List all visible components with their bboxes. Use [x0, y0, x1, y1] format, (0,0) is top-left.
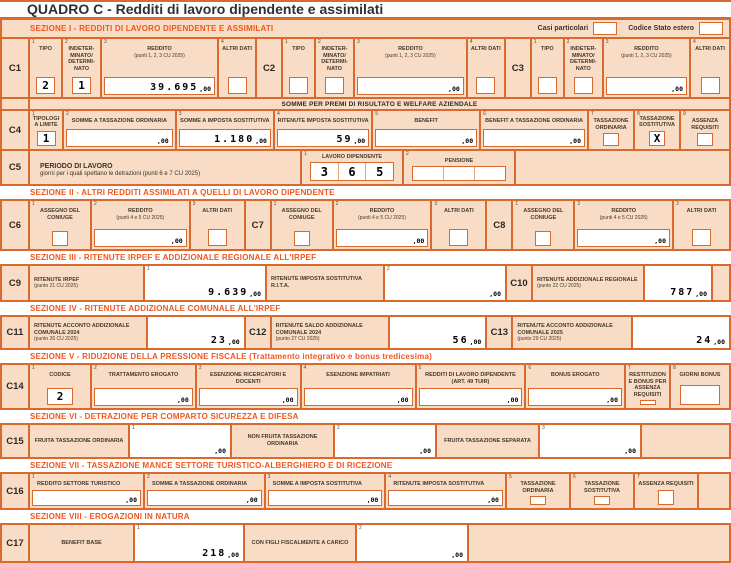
c7-altri-dati-input[interactable] — [449, 229, 468, 246]
c14-esenzione-ricercatori-input[interactable]: ,00 — [199, 388, 298, 406]
codice-stato-estero-label: Codice Stato estero — [628, 25, 694, 32]
c2-indeterminato-cell: 2 INDETER-MINATO/ DETERMI-NATO — [316, 39, 355, 97]
c3-tipo-input[interactable] — [538, 77, 557, 94]
c4-somme-ordinaria-cell: 2 SOMME A TASSAZIONE ORDINARIA ,00 — [64, 111, 177, 149]
c6-altri-dati-input[interactable] — [208, 229, 227, 246]
c3-reddito-cell: 3 REDDITO (punti 1, 2, 3 CU 2025) ,00 — [604, 39, 691, 97]
c1-altri-dati-cell: 4 ALTRI DATI — [219, 39, 257, 97]
c15-non-fruita-label-cell: NON FRUITA TASSAZIONE ORDINARIA — [232, 425, 335, 457]
somme-premi-band — [0, 97, 731, 111]
row-c5 — [0, 149, 731, 186]
c15-non-fruita-input[interactable]: 2 ,00 — [335, 425, 437, 457]
c7-reddito-input[interactable]: ,00 — [336, 229, 429, 247]
c2-altri-dati-input[interactable] — [476, 77, 495, 94]
c14-giorni-bonus-input[interactable] — [680, 385, 720, 405]
c14-codice-input[interactable]: 2 — [47, 388, 73, 405]
c17-benefit-base-label-cell: BENEFIT BASE — [30, 525, 135, 561]
c16-somme-sostitutiva-input[interactable]: ,00 — [268, 490, 383, 506]
sezione4-heading: SEZIONE IV - RITENUTE ADDIZIONALE COMUNALE ALL'IRPEF — [0, 302, 731, 315]
row-c15 — [0, 423, 731, 459]
row-id-c5: C5 — [2, 151, 30, 184]
c16-assenza-requisiti-cell: 7 ASSENZA REQUISITI — [635, 474, 699, 508]
c14-esenzione-impatriati-input[interactable]: ,00 — [304, 388, 413, 406]
row-id-c4: C4 — [2, 111, 30, 149]
c16-tassazione-sostitutiva-cell: 6 TASSAZIONE SOSTITUTIVA — [571, 474, 635, 508]
c4-tassazione-sostitutiva-cell: 8 TASSAZIONE SOSTITUTIVA X — [635, 111, 681, 149]
c16-somme-ordinaria-cell: 2 SOMME A TASSAZIONE ORDINARIA ,00 — [145, 474, 266, 508]
casi-particolari-input[interactable] — [593, 22, 617, 35]
row-id-c2: C2 — [257, 39, 283, 97]
c4-assenza-requisiti-checkbox[interactable] — [697, 133, 713, 146]
c13-acconto-2025-input[interactable]: 24 ,00 — [633, 317, 729, 348]
c2-altri-dati-cell: 4 ALTRI DATI — [468, 39, 506, 97]
c16-tassazione-ordinaria-checkbox[interactable] — [530, 496, 546, 505]
row-c1 — [0, 37, 731, 99]
c1-tipo-cell: 1 TIPO 2 — [30, 39, 63, 97]
c14-codice-cell: 1 CODICE 2 — [30, 365, 92, 408]
c5-pensione-input[interactable] — [412, 166, 506, 181]
c11-acconto-2024-input[interactable]: 23 ,00 — [148, 317, 246, 348]
row-id-c9: C9 — [2, 266, 30, 300]
c4-somme-sostitutiva-input[interactable]: 1.180 ,00 — [179, 129, 271, 147]
c5-pensione-cell: 2 PENSIONE — [404, 151, 516, 184]
row-id-c6: C6 — [2, 201, 30, 249]
row-id-c3: C3 — [506, 39, 532, 97]
c4-tipologia-input[interactable]: 1 — [37, 131, 56, 146]
c6-altri-dati-cell: 3 ALTRI DATI — [191, 201, 246, 249]
c4-tassazione-ordinaria-cell: 7 TASSAZIONE ORDINARIA — [589, 111, 635, 149]
c1-reddito-cell: 3 REDDITO (punti 1, 2, 3 CU 2025) 39.695 ,00 — [102, 39, 219, 97]
c10-addizionale-regionale-label-cell: RITENUTE ADDIZIONALE REGIONALE (punto 22 CU 2025) — [533, 266, 645, 300]
c9-ritenute-irpef-label-cell: RITENUTE IRPEF (punto 21 CU 2025) — [30, 266, 145, 300]
c5-periodo-lavoro-sub: giorni per i quali spettano le detrazioni (punti 6 e 7 CU 2025) — [40, 170, 201, 177]
c6-assegno-coniuge-checkbox[interactable] — [52, 231, 68, 246]
sezione8-heading: SEZIONE VIII - EROGAZIONI IN NATURA — [0, 510, 731, 523]
row-id-c11: C11 — [2, 317, 30, 348]
page-title: QUADRO C - Redditi di lavoro dipendente e assimilati — [27, 1, 384, 17]
c15-fruita-ordinaria-label-cell: FRUITA TASSAZIONE ORDINARIA — [30, 425, 130, 457]
row-id-c13: C13 — [487, 317, 513, 348]
c4-benefit-ordinaria-input[interactable]: ,00 — [483, 129, 585, 147]
c1-reddito-input[interactable]: 39.695 ,00 — [104, 77, 215, 95]
c4-ritenute-sostitutiva-input[interactable]: 59 ,00 — [277, 129, 369, 147]
c1-altri-dati-input[interactable] — [228, 77, 247, 94]
row-id-c17: C17 — [2, 525, 30, 561]
c4-somme-sostitutiva-cell: 3 SOMME A IMPOSTA SOSTITUTIVA 1.180 ,00 — [177, 111, 275, 149]
row-c16 — [0, 472, 731, 510]
c5-lavoro-dipendente-input[interactable]: 3 6 5 — [310, 162, 394, 181]
c11-label-cell: RITENUTE ACCONTO ADDIZIONALE COMUNALE 2024 (punto 26 CU 2025) — [30, 317, 148, 348]
c3-altri-dati-input[interactable] — [701, 77, 720, 94]
c5-periodo-lavoro-cell — [30, 151, 302, 184]
c13-label-cell: RITENUTE ACCONTO ADDIZIONALE COMUNALE 2025 (punto 29 CU 2025) — [513, 317, 633, 348]
c14-restituzione-bonus-checkbox[interactable] — [640, 400, 656, 405]
sezione5-heading: SEZIONE V - RIDUZIONE DELLA PRESSIONE FISCALE (Trattamento integrativo e bonus tredicesima) — [0, 350, 731, 363]
row-id-c1: C1 — [2, 39, 30, 97]
c2-indeterminato-input[interactable] — [325, 77, 344, 94]
c14-giorni-bonus-cell: 8 GIORNI BONUS — [671, 365, 729, 408]
row-id-c8: C8 — [487, 201, 513, 249]
c17-con-figli-label-cell: CON FIGLI FISCALMENTE A CARICO — [245, 525, 357, 561]
row-id-c10: C10 — [507, 266, 533, 300]
c3-indeterminato-input[interactable] — [574, 77, 593, 94]
c8-reddito-input[interactable]: ,00 — [577, 229, 670, 247]
c7-reddito-cell: 2 REDDITO (punti 4 e 5 CU 2025) ,00 — [334, 201, 433, 249]
row-c9 — [0, 264, 731, 302]
c1-tipo-input[interactable]: 2 — [36, 77, 55, 94]
c12-label-cell: RITENUTE SALDO ADDIZIONALE COMUNALE 2024 (punto 27 CU 2025) — [272, 317, 390, 348]
c14-redditi-lavoro-input[interactable]: ,00 — [419, 388, 523, 406]
somme-premi-label: SOMME PER PREMI DI RISULTATO E WELFARE AZIENDALE — [281, 100, 478, 108]
c4-tassazione-ordinaria-checkbox[interactable] — [603, 133, 619, 146]
row-id-c14: C14 — [2, 365, 30, 408]
c16-assenza-requisiti-checkbox[interactable] — [658, 490, 674, 505]
row-c6 — [0, 199, 731, 251]
codice-stato-estero-input[interactable] — [699, 22, 723, 35]
row-id-c12: C12 — [246, 317, 272, 348]
c8-reddito-cell: 2 REDDITO (punti 4 e 5 CU 2025) ,00 — [575, 201, 674, 249]
c14-bonus-erogato-input[interactable]: ,00 — [528, 388, 622, 406]
c14-trattamento-input[interactable]: ,00 — [94, 388, 193, 406]
sezione7-heading: SEZIONE VII - TASSAZIONE MANCE SETTORE TURISTICO-ALBERGHIERO E DI RICEZIONE — [0, 459, 731, 472]
c6-reddito-input[interactable]: ,00 — [94, 229, 187, 247]
sezione3-heading: SEZIONE III - RITENUTE IRPEF E ADDIZIONALE REGIONALE ALL'IRPEF — [0, 251, 731, 264]
c1-indeterminato-cell: 2 INDETER-MINATO/ DETERMI-NATO 1 — [63, 39, 102, 97]
c12-saldo-2024-input[interactable]: 56 ,00 — [390, 317, 488, 348]
sup: 1 — [32, 39, 35, 45]
c8-assegno-coniuge-checkbox[interactable] — [535, 231, 551, 246]
c1-indeterminato-input[interactable]: 1 — [72, 77, 91, 94]
c15-fruita-ordinaria-input[interactable]: 1 ,00 — [130, 425, 232, 457]
c4-somme-ordinaria-input[interactable]: ,00 — [66, 129, 173, 147]
c4-ritenute-sostitutiva-cell: 4 RITENUTE IMPOSTA SOSTITUTIVA 59 ,00 — [275, 111, 373, 149]
c4-benefit-ordinaria-cell: 6 BENEFIT A TASSAZIONE ORDINARIA ,00 — [481, 111, 589, 149]
c10-addizionale-regionale-input[interactable]: 787 ,00 — [645, 266, 713, 300]
c14-redditi-lavoro-cell: 5 REDDITI DI LAVORO DIPENDENTE (ART. 49 TUIR) ,00 — [417, 365, 527, 408]
row-id-c16: C16 — [2, 474, 30, 508]
c3-tipo-cell: 1 TIPO — [532, 39, 565, 97]
c7-assegno-coniuge-cell: 1 ASSEGNO DEL CONIUGE — [272, 201, 334, 249]
c2-tipo-cell: 1 TIPO — [283, 39, 316, 97]
sezione2-heading: SEZIONE II - ALTRI REDDITI ASSIMILATI A QUELLI DI LAVORO DIPENDENTE — [0, 186, 731, 199]
c16-ritenute-sostitutiva-input[interactable]: ,00 — [388, 490, 503, 506]
sezione6-heading: SEZIONE VI - DETRAZIONE PER COMPARTO SICUREZZA E DIFESA — [0, 410, 731, 423]
c17-con-figli-input[interactable]: 2 ,00 — [357, 525, 469, 561]
c3-altri-dati-cell: 4 ALTRI DATI — [691, 39, 729, 97]
c4-benefit-input[interactable]: ,00 — [375, 129, 477, 147]
c16-ritenute-sostitutiva-cell: 4 RITENUTE IMPOSTA SOSTITUTIVA ,00 — [386, 474, 507, 508]
row-c4 — [0, 109, 731, 151]
c14-esenzione-impatriati-cell: 4 ESENZIONE IMPATRIATI ,00 — [302, 365, 417, 408]
c16-reddito-turistico-cell: 1 REDDITO SETTORE TURISTICO ,00 — [30, 474, 145, 508]
casi-particolari-label: Casi particolari — [537, 25, 589, 32]
c9-ritenute-irpef-input[interactable]: 1 9.639 ,00 — [145, 266, 267, 300]
row-c11 — [0, 315, 731, 350]
c9-rita-label-cell: RITENUTE IMPOSTA SOSTITUTIVA R.I.T.A. — [267, 266, 385, 300]
sezione1-heading: SEZIONE I - REDDITI DI LAVORO DIPENDENTE E ASSIMILATI — [30, 23, 274, 33]
row-c17 — [0, 523, 731, 563]
c5-periodo-lavoro-label: PERIODO DI LAVORO — [40, 162, 113, 170]
c5-lavoro-dipendente-cell: 1 LAVORO DIPENDENTE 3 6 5 — [302, 151, 404, 184]
c4-tipologia-cell: 1 TIPOLOGIA LIMITE 1 — [30, 111, 64, 149]
c14-esenzione-ricercatori-cell: 3 ESENZIONE RICERCATORI E DOCENTI ,00 — [197, 365, 302, 408]
c16-tassazione-ordinaria-cell: 5 TASSAZIONE ORDINARIA — [507, 474, 571, 508]
c7-assegno-coniuge-checkbox[interactable] — [294, 231, 310, 246]
sezione1-band — [0, 20, 731, 37]
c17-benefit-base-input[interactable]: 1 218 ,00 — [135, 525, 245, 561]
row-id-c15: C15 — [2, 425, 30, 457]
c15-fruita-separata-label-cell: FRUITA TASSAZIONE SEPARATA — [437, 425, 540, 457]
c8-assegno-coniuge-cell: 1 ASSEGNO DEL CONIUGE — [513, 201, 575, 249]
c2-reddito-cell: 3 REDDITO (punti 1, 2, 3 CU 2025) ,00 — [355, 39, 468, 97]
row-c14 — [0, 363, 731, 410]
c15-fruita-separata-input[interactable]: 3 ,00 — [540, 425, 642, 457]
c8-altri-dati-input[interactable] — [692, 229, 711, 246]
c4-benefit-cell: 5 BENEFIT ,00 — [373, 111, 481, 149]
c4-tassazione-sostitutiva-checkbox[interactable]: X — [649, 131, 665, 146]
c2-tipo-input[interactable] — [289, 77, 308, 94]
c16-tassazione-sostitutiva-checkbox[interactable] — [594, 496, 610, 505]
c14-bonus-erogato-cell: 6 BONUS EROGATO ,00 — [526, 365, 626, 408]
c16-reddito-turistico-input[interactable]: ,00 — [32, 490, 141, 506]
c9-rita-input[interactable]: 2 ,00 — [385, 266, 507, 300]
row-id-c7: C7 — [246, 201, 272, 249]
c16-somme-ordinaria-input[interactable]: ,00 — [147, 490, 262, 506]
c16-somme-sostitutiva-cell: 3 SOMME A IMPOSTA SOSTITUTIVA ,00 — [266, 474, 387, 508]
c7-altri-dati-cell: 3 ALTRI DATI — [432, 201, 487, 249]
c4-assenza-requisiti-cell: 9 ASSENZA REQUISITI — [681, 111, 729, 149]
c14-restituzione-bonus-cell: 7 RESTITUZIONE BONUS PER ASSENZA REQUISITI — [626, 365, 671, 408]
c6-assegno-coniuge-cell: 1 ASSEGNO DEL CONIUGE — [30, 201, 92, 249]
c6-reddito-cell: 2 REDDITO (punti 4 e 5 CU 2025) ,00 — [92, 201, 191, 249]
c8-altri-dati-cell: 3 ALTRI DATI — [674, 201, 729, 249]
c3-indeterminato-cell: 2 INDETER-MINATO/ DETERMI-NATO — [565, 39, 604, 97]
c2-reddito-input[interactable]: ,00 — [357, 77, 464, 95]
c14-trattamento-cell: 2 TRATTAMENTO EROGATO ,00 — [92, 365, 197, 408]
c3-reddito-input[interactable]: ,00 — [606, 77, 687, 95]
